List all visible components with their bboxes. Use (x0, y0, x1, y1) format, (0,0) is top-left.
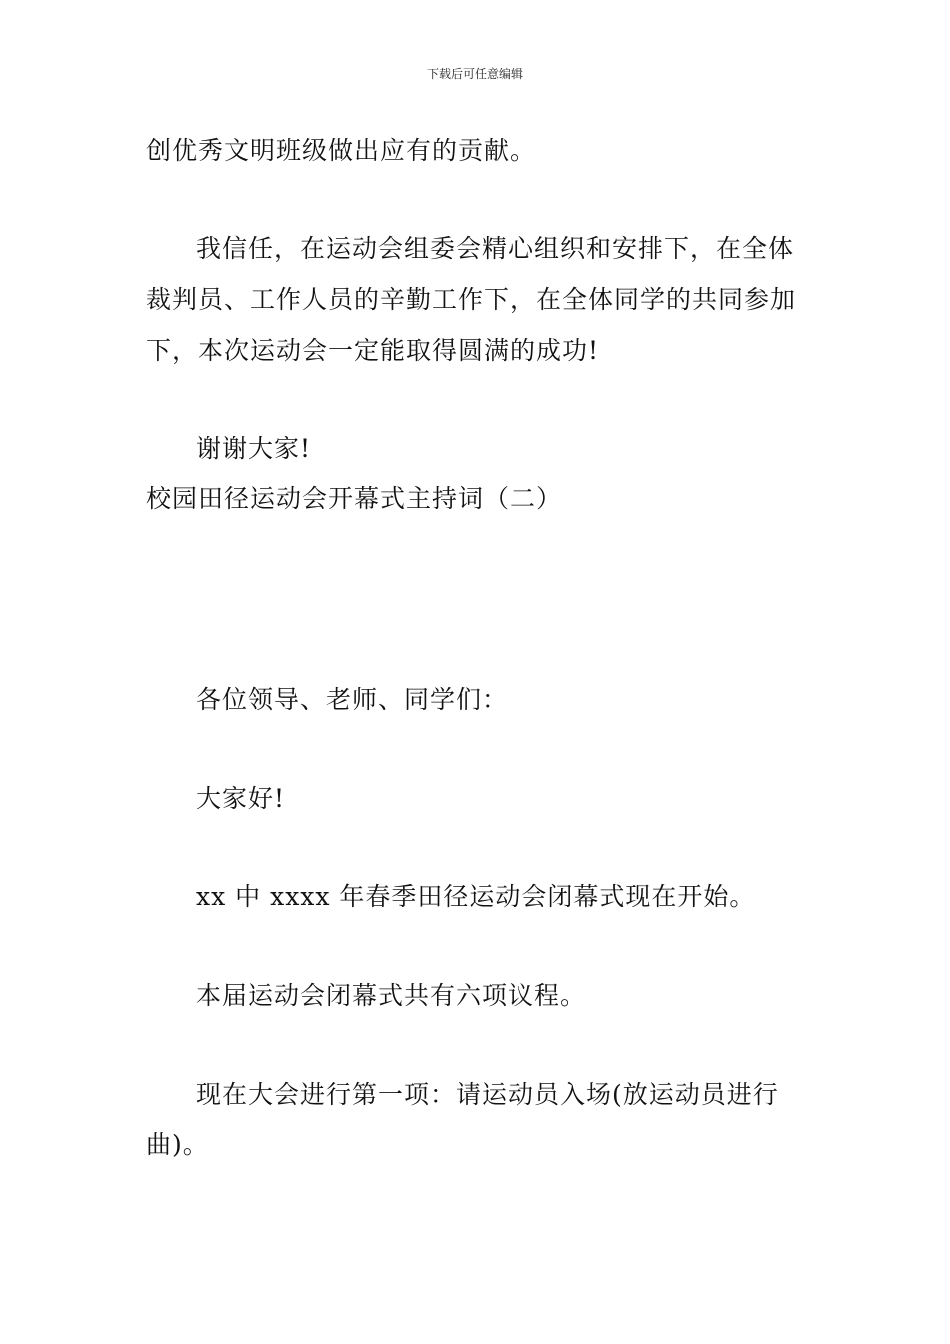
paragraph-line: 下，本次运动会一定能取得圆满的成功! (146, 336, 600, 365)
opening-line: xx 中 xxxx 年春季田径运动会闭幕式现在开始。 (196, 882, 756, 911)
paragraph-line: 裁判员、工作人员的辛勤工作下，在全体同学的共同参加 (146, 285, 797, 314)
greeting-line: 各位领导、老师、同学们： (196, 685, 509, 714)
thanks-line: 谢谢大家! (196, 434, 312, 463)
paragraph-line: 我信任，在运动会组委会精心组织和安排下，在全体 (196, 234, 795, 263)
page-header: 下载后可任意编辑 (426, 67, 523, 81)
agenda-item-line: 曲)。 (146, 1130, 209, 1159)
hello-line: 大家好! (196, 784, 286, 813)
section-title: 校园田径运动会开幕式主持词（二） (146, 484, 563, 513)
paragraph-line: 创优秀文明班级做出应有的贡献。 (146, 136, 537, 165)
agenda-item-line: 现在大会进行第一项：请运动员入场(放运动员进行 (196, 1080, 779, 1109)
agenda-line: 本届运动会闭幕式共有六项议程。 (196, 981, 587, 1010)
